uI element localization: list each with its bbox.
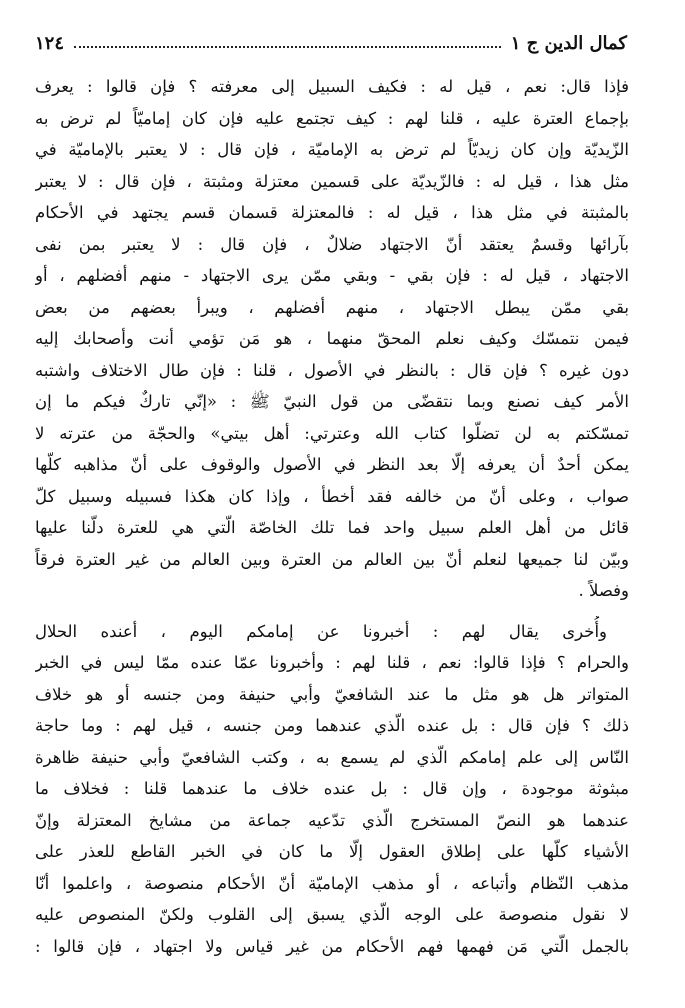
text-line: وفصلاً . — [578, 581, 629, 600]
running-header — [35, 30, 627, 56]
header-dotted-leader — [74, 46, 501, 48]
text-line: بالمثبتة في مثل هذا ، قيل له : فالمعتزلة قسمان قسم يجتهد في الأحكام — [35, 203, 629, 222]
text-line: عندهما هو النصّ المستخرج الّذي تدّعيه جماعة من مشايخ المعتزلة وإنّ — [35, 810, 629, 830]
text-line: المتواتر هل هو مثل ما عند الشافعيّ وأبي حنيفة ومن جنسه أو هو خلاف — [35, 684, 629, 704]
text-line: فيمن نتمسّك وكيف نعلم المحقّ منهما ، هو مَن تؤمي أنت وأصحابك إليه — [35, 329, 629, 348]
text-line: الزّيديّة وإن كان زيديّاً لم ترض به الإماميّة ، فإن قال : لا يعتبر بالإماميّة في — [35, 140, 629, 159]
text-line: قائل من أهل العلم سبيل واحد فما تلك الخاصّة الّتي هي للعترة دلّنا عليها — [35, 518, 629, 537]
text-line: مثل هذا ، قيل له : فالزّيديّة على قسمين معتزلة ومثبتة ، فإن قال : لا يعتبر — [35, 171, 629, 191]
paragraph-1 — [35, 71, 629, 607]
text-line: بإجماع العترة عليه ، قلنا لهم : كيف تجتمع عليه فإن كان إماميّاً لم ترض به — [35, 108, 629, 128]
book-title: كمال الدين ج ١ — [510, 32, 627, 54]
text-line: بقي ممّن يبطل الاجتهاد ، منهم أفضلهم ، ويبرأ بعضهم من بعض — [35, 297, 629, 317]
text-line: تمسّكتم به لن تضلّوا كتاب الله وعترتي: أهل بيتي» والحجّة من عترته لا — [35, 423, 629, 443]
text-line: ذلك ؟ فإن قال : بل عنده الّذي عندهما ومن جنسه ، قيل لهم : وما حاجة — [35, 716, 629, 735]
body-text — [35, 71, 629, 962]
text-line: دون غيره ؟ فإن قال : بالنظر في الأصول ، قلنا : فإن طال الاختلاف واشتبه — [35, 360, 629, 380]
text-line: مبثوثة موجودة ، وإن قال : بل عنده خلاف ما عندهما قلنا : فخلاف ما — [35, 779, 629, 798]
text-line: الاجتهاد ، قيل له : فإن بقي - وبقي ممّن يرى الاجتهاد - منهم أفضلهم ، أو — [35, 266, 629, 285]
text-line: الأمر كيف نصنع وبما نتقضّى من قول النبيّ ﷺ : «إنّي تاركٌ فيكم ما إن — [35, 392, 629, 411]
text-line: مذهب النّظام وأتباعه ، أو مذهب الإماميّة أنّ الأحكام منصوصة ، واعلموا أنّا — [35, 873, 629, 893]
paragraph-2 — [35, 616, 629, 963]
text-line: وبيّن لنا جميعها لنعلم أنّ بين العالم من العترة وبين العالم من غير العترة فرقاً — [35, 549, 629, 569]
text-line: لا نقول منصوصة على الوجه الّذي يسبق إلى القلوب ولكنّ المنصوص عليه — [35, 905, 629, 924]
text-line: والحرام ؟ فإذا قالوا: نعم ، قلنا لهم : وأخبرونا عمّا عنده ممّا ليس في الخبر — [35, 653, 629, 672]
text-line: صواب ، وعلى أنّ من خالفه فقد أخطأ ، وإذا كان هكذا فسبيله وسبيل كلّ — [35, 486, 629, 506]
text-line: بالجمل الّتي مَن فهمها فهم الأحكام من غير قياس ولا اجتهاد ، فإن قالوا : — [35, 936, 629, 956]
text-line: وأُخرى يقال لهم : أخبرونا عن إمامكم اليوم ، أعنده الحلال — [35, 621, 607, 641]
page-number: ١٢٤ — [35, 32, 65, 54]
text-line: بآرائها وقسمٌ يعتقد أنّ الاجتهاد ضلالٌ ، فإن قال : لا يعتبر بمن نفى — [35, 234, 629, 254]
text-line: الأشياء كلّها على إطلاق العقول إلّا ما كان في الخبر القاطع للعذر على — [35, 842, 629, 861]
text-line: يمكن أحدٌ أن يعرفه إلّا بعد النظر في الأصول والوقوف على أنّ مذاهبه كلّها — [35, 455, 629, 474]
paragraph-gap — [35, 607, 629, 616]
text-line: فإذا قال: نعم ، قيل له : فكيف السبيل إلى معرفته ؟ فإن قالوا : يعرف — [35, 77, 629, 96]
text-line: النّاس إلى علم إمامكم الّذي لم يسمع به ، وكتب الشافعيّ وأبي حنيفة ظاهرة — [35, 747, 629, 767]
